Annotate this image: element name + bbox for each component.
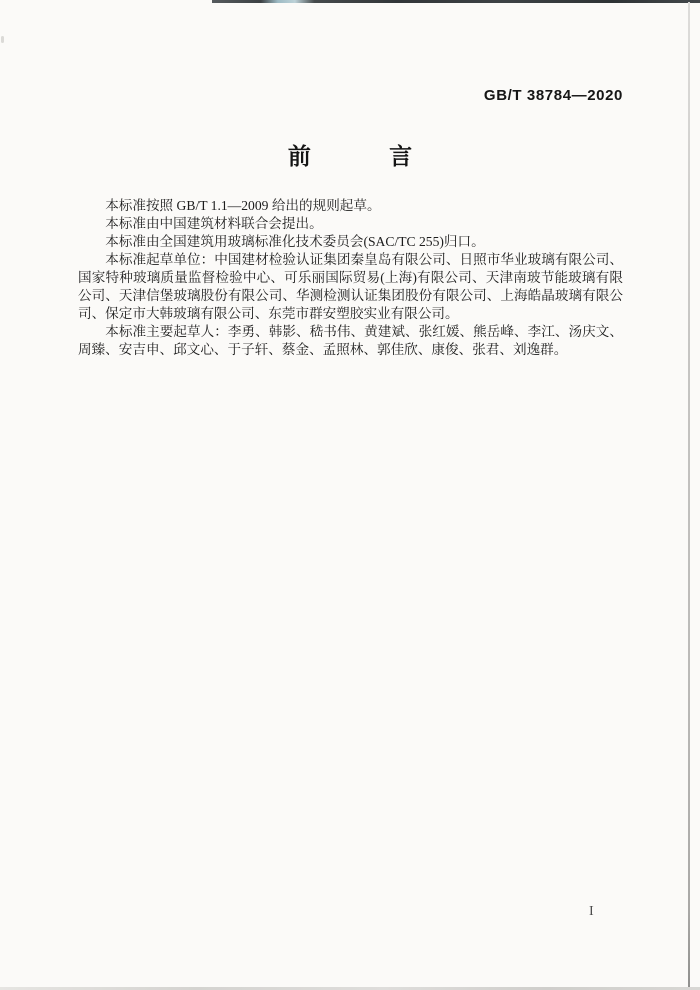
paragraph-chief-drafters: 本标准主要起草人：李勇、韩影、嵇书伟、黄建斌、张红媛、熊岳峰、李江、汤庆文、周臻、安吉申、邱文心、于子轩、蔡金、孟照林、郭佳欣、康俊、张君、刘逸群。 (78, 324, 623, 357)
paragraph-drafting-organizations: 本标准起草单位：中国建材检验认证集团秦皇岛有限公司、日照市华业玻璃有限公司、国家特种玻璃质量监督检验中心、可乐丽国际贸易(上海)有限公司、天津南玻节能玻璃有限公司、天津信堡玻璃股份有限公司、华测检测认证集团股份有限公司、上海皓晶玻璃有限公司、保定市大韩玻璃有限公司、东莞市群安塑胶实业有限公司。 (78, 252, 623, 321)
page-number: I (589, 904, 594, 919)
foreword-body (78, 197, 623, 359)
paragraph-centralized-by: 本标准由全国建筑用玻璃标准化技术委员会(SAC/TC 255)归口。 (105, 234, 485, 249)
foreword-title (0, 138, 700, 171)
document-header (484, 87, 623, 104)
foreword-title-text: 前言 (287, 143, 491, 169)
paragraph-proposed-by: 本标准由中国建筑材料联合会提出。 (105, 216, 323, 231)
scan-artifact-top-edge (212, 0, 700, 3)
scan-artifact-speck (1, 36, 4, 43)
standard-code: GB/T 38784—2020 (483, 87, 623, 104)
paragraph-drafting-rules: 本标准按照 GB/T 1.1—2009 给出的规则起草。 (105, 198, 381, 213)
